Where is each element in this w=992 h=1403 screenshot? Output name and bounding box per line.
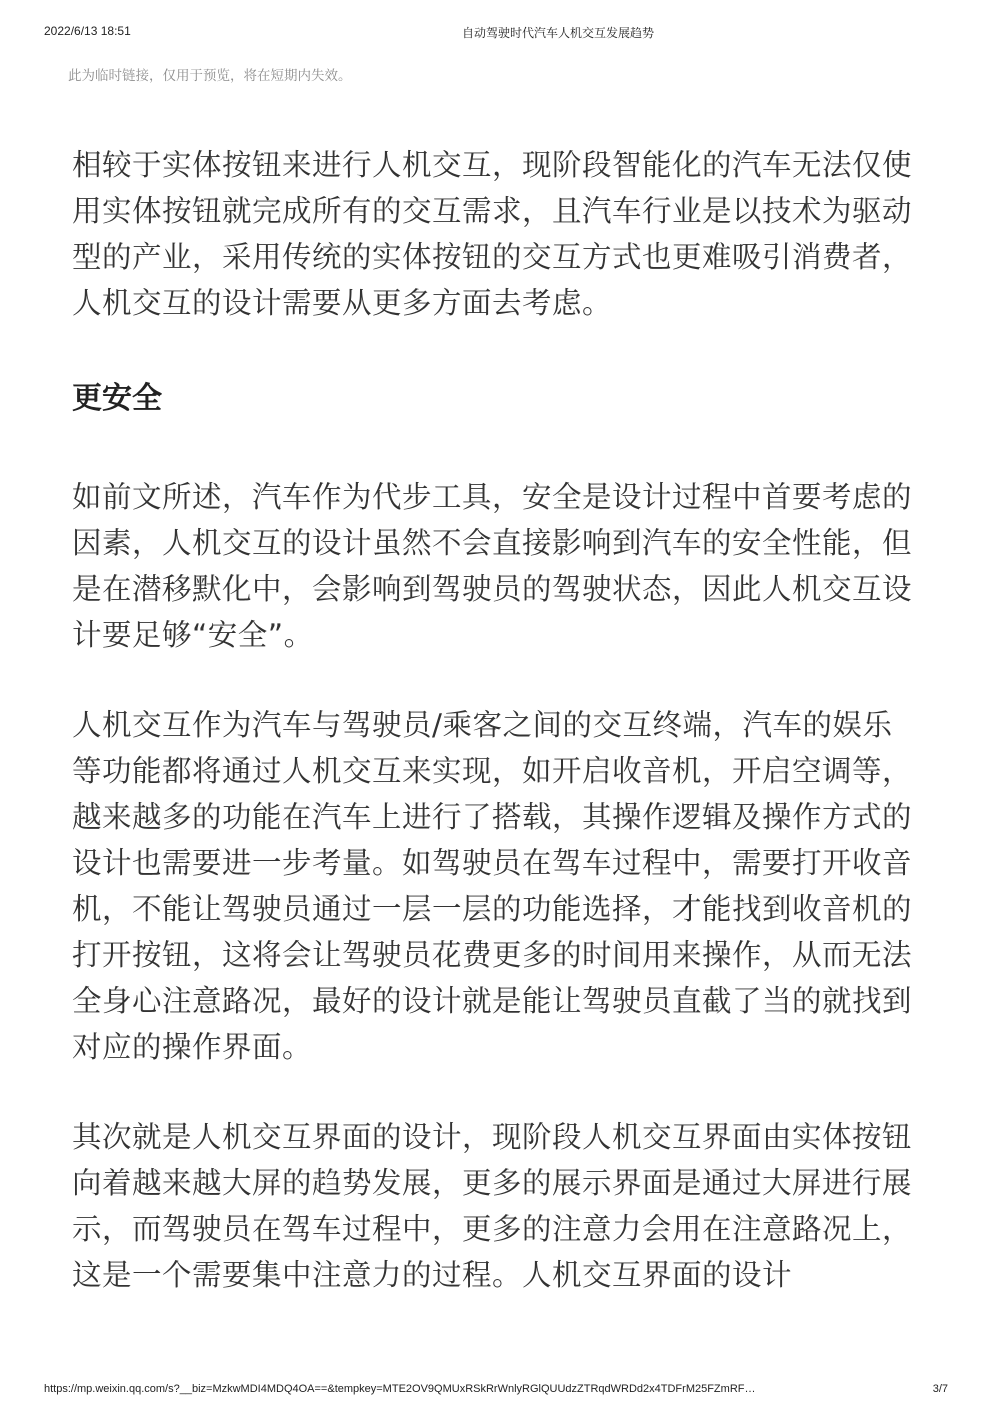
section-heading: 更安全 [72, 381, 162, 416]
article-paragraph: 相较于实体按钮来进行人机交互，现阶段智能化的汽车无法仅使用实体按钮就完成所有的交互需求，且汽车行业是以技术为驱动型的产业，采用传统的实体按钮的交互方式也更难吸引消费者，人机交互的设计需要从更多方面去考虑。 [72, 148, 913, 320]
print-timestamp: 2022/6/13 18:51 [44, 24, 131, 38]
print-footer [44, 1383, 948, 1403]
article-body [72, 142, 922, 1298]
article-paragraph: 其次就是人机交互界面的设计，现阶段人机交互界面由实体按钮向着越来越大屏的趋势发展，更多的展示界面是通过大屏进行展示，而驾驶员在驾车过程中，更多的注意力会用在注意路况上，这是一个需要集中注意力的过程。人机交互界面的设计 [72, 1120, 913, 1292]
print-document-title: 自动驾驶时代汽车人机交互发展趋势 [462, 26, 655, 40]
temporary-link-notice: 此为临时链接，仅用于预览，将在短期内失效。 [68, 68, 352, 84]
page-url: https://mp.weixin.qq.com/s?__biz=MzkwMDI4MDQ4OA==&tempkey=MTE2OV9QMUxRSkRrWnlyRGlQUUdzZTRqdWRDd2x4TDFrM25FZmRF… [44, 1383, 756, 1395]
article-paragraph: 人机交互作为汽车与驾驶员/乘客之间的交互终端，汽车的娱乐等功能都将通过人机交互来实现，如开启收音机，开启空调等，越来越多的功能在汽车上进行了搭载，其操作逻辑及操作方式的设计也需要进一步考量。如驾驶员在驾车过程中，需要打开收音机，不能让驾驶员通过一层一层的功能选择，才能找到收音机的打开按钮，这将会让驾驶员花费更多的时间用来操作，从而无法全身心注意路况，最好的设计就是能让驾驶员直截了当的就找到对应的操作界面。 [72, 708, 913, 1064]
print-header [44, 24, 948, 42]
page-number: 3/7 [932, 1383, 948, 1395]
article-paragraph: 如前文所述，汽车作为代步工具，安全是设计过程中首要考虑的因素，人机交互的设计虽然不会直接影响到汽车的安全性能，但是在潜移默化中，会影响到驾驶员的驾驶状态，因此人机交互设计要足够“安全”。 [72, 480, 913, 652]
